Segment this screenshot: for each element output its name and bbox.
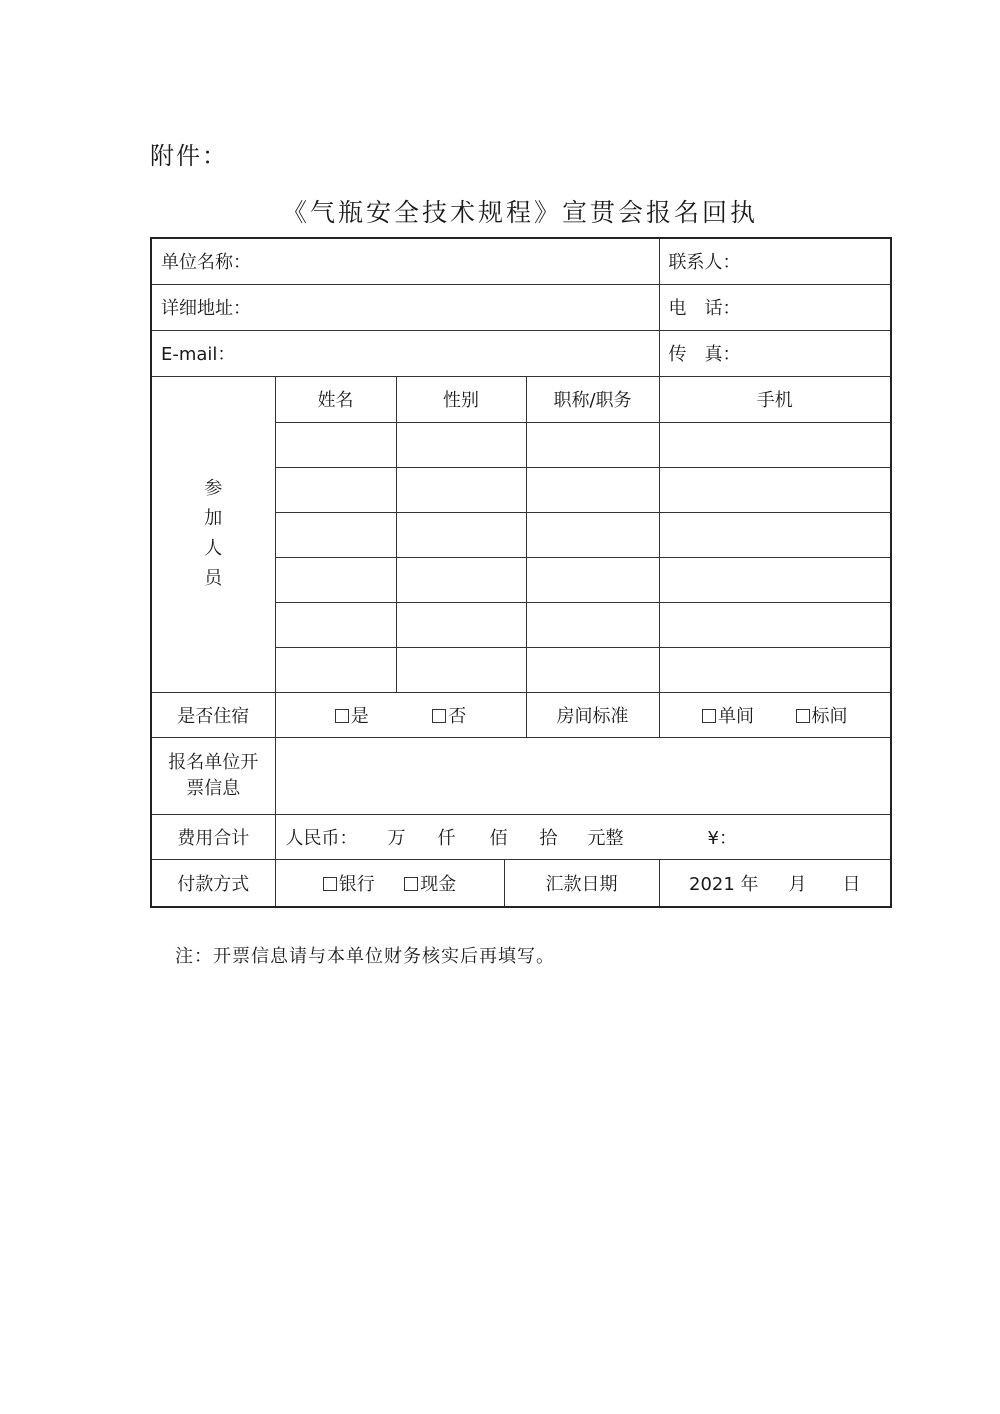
contact-person-field[interactable] [659,238,891,284]
payment-bank-label: 银行 [338,873,375,895]
date-day: 日 [842,873,861,895]
payment-options [275,859,504,907]
fee-yen-label: ¥： [707,827,737,849]
checkbox-icon [323,877,337,891]
participant-title-cell[interactable] [526,467,659,512]
participant-name-cell[interactable] [275,647,396,692]
email-field[interactable] [151,330,659,376]
attachment-label: 附件： [150,142,228,170]
participant-name-cell[interactable] [275,512,396,557]
date-year: 2021 年 [689,873,759,895]
address-field[interactable] [151,284,659,330]
invoice-label [151,737,275,814]
phone-label: 电 话： [668,298,741,319]
checkbox-icon [796,709,810,723]
column-header-title: 职称/职务 [526,376,659,422]
room-standard-label: 房间标准 [526,692,659,737]
contact-person-label: 联系人： [668,252,741,274]
payment-row [151,859,891,907]
fee-shi-label: 拾 [539,827,558,849]
row-address [151,284,891,330]
participants-label-char: 员 [204,568,223,589]
lodging-row [151,692,891,737]
participant-title-cell[interactable] [526,512,659,557]
checkbox-icon [702,709,716,723]
fee-label: 费用合计 [151,814,275,859]
room-standard-option-label: 标间 [811,705,848,727]
payment-cash-label: 现金 [420,873,457,895]
lodging-no-label: 否 [448,705,467,727]
participant-mobile-cell[interactable] [659,647,891,692]
lodging-no-checkbox[interactable] [432,706,466,727]
column-header-gender: 性别 [396,376,526,422]
participant-mobile-cell[interactable] [659,557,891,602]
footer-note: 注：开票信息请与本单位财务核实后再填写。 [175,946,555,967]
row-unit-name [151,238,891,284]
remittance-date-field[interactable] [659,859,891,907]
participant-title-cell[interactable] [526,647,659,692]
room-standard-checkbox[interactable] [796,706,848,727]
invoice-info-field[interactable] [275,737,891,814]
column-header-mobile: 手机 [659,376,891,422]
lodging-yes-label: 是 [350,705,369,727]
participant-title-cell[interactable] [526,422,659,467]
participant-gender-cell[interactable] [396,647,526,692]
participant-title-cell[interactable] [526,602,659,647]
room-options [659,692,891,737]
checkbox-icon [432,709,446,723]
participants-label-char: 人 [204,538,223,559]
fee-bai-label: 佰 [489,827,508,849]
room-single-checkbox[interactable] [702,706,754,727]
form-title: 《气瓶安全技术规程》宣贯会报名回执 [281,198,758,227]
invoice-label-line1: 报名单位开 [168,751,259,773]
fee-row [151,814,891,859]
fee-wan-label: 万 [387,827,406,849]
participants-label-char: 参 [204,478,223,499]
address-label: 详细地址： [161,298,251,319]
invoice-row [151,737,891,814]
checkbox-icon [335,709,349,723]
fax-field[interactable] [659,330,891,376]
payment-cash-checkbox[interactable] [404,874,456,895]
participants-header-row [151,376,891,422]
fee-qian-label: 仟 [437,827,456,849]
fax-label: 传 真： [668,344,741,365]
invoice-label-line2: 票信息 [186,777,241,799]
room-single-label: 单间 [718,705,755,727]
participant-gender-cell[interactable] [396,512,526,557]
payment-method-label: 付款方式 [151,859,275,907]
participant-name-cell[interactable] [275,422,396,467]
lodging-label: 是否住宿 [151,692,275,737]
participant-mobile-cell[interactable] [659,602,891,647]
participants-label [151,376,275,692]
lodging-options [275,692,526,737]
unit-name-label: 单位名称： [161,252,251,274]
participant-title-cell[interactable] [526,557,659,602]
participant-gender-cell[interactable] [396,602,526,647]
phone-field[interactable] [659,284,891,330]
email-label: E-mail： [161,344,236,365]
participant-mobile-cell[interactable] [659,422,891,467]
participant-gender-cell[interactable] [396,557,526,602]
column-header-name: 姓名 [275,376,396,422]
checkbox-icon [404,877,418,891]
participant-name-cell[interactable] [275,602,396,647]
date-month: 月 [788,873,807,895]
participant-gender-cell[interactable] [396,422,526,467]
unit-name-field[interactable] [151,238,659,284]
fee-amount-field[interactable] [275,814,891,859]
fee-rmb-label: 人民币： [285,827,358,849]
registration-form-table [150,237,892,908]
participants-label-char: 加 [204,508,223,529]
fee-yuan-label: 元整 [587,827,624,849]
participant-name-cell[interactable] [275,467,396,512]
participant-gender-cell[interactable] [396,467,526,512]
participant-name-cell[interactable] [275,557,396,602]
participant-mobile-cell[interactable] [659,467,891,512]
remittance-date-label: 汇款日期 [504,859,659,907]
lodging-yes-checkbox[interactable] [335,706,369,727]
payment-bank-checkbox[interactable] [323,874,375,895]
row-email [151,330,891,376]
participant-mobile-cell[interactable] [659,512,891,557]
